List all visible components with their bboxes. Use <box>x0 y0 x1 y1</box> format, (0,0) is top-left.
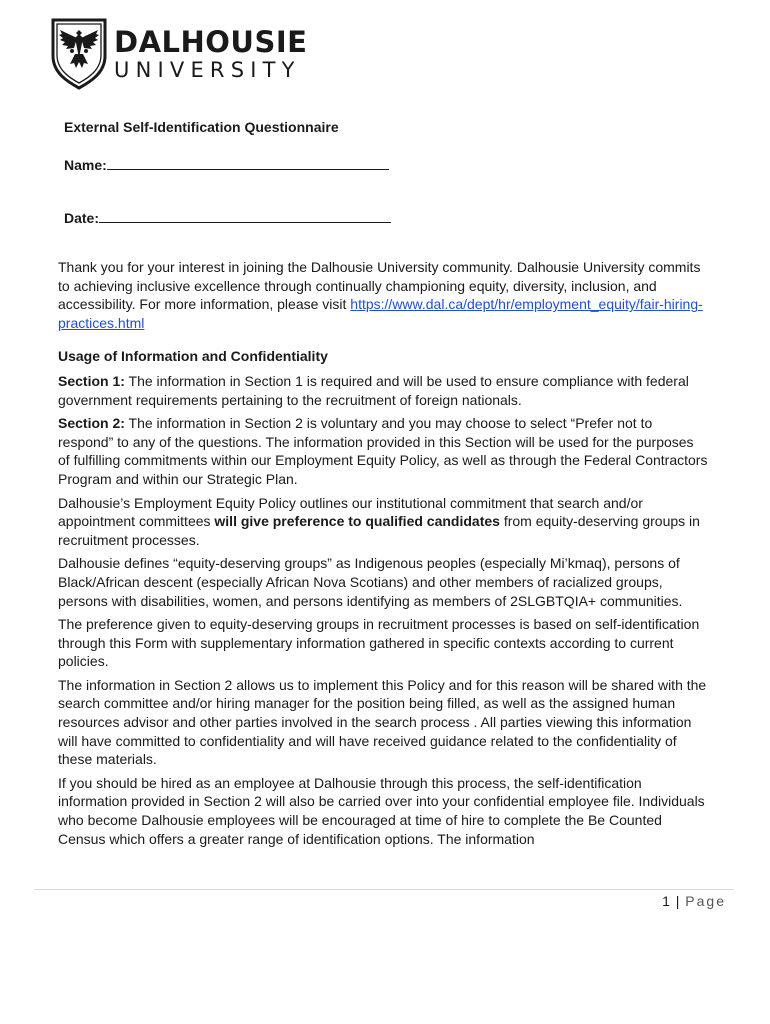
page-footer <box>662 893 726 909</box>
section2-label: Section 2: <box>58 415 125 432</box>
policy-text-bold: will give preference to qualified candidates <box>214 513 500 530</box>
document-body <box>58 258 708 853</box>
hired-paragraph: If you should be hired as an employee at Dalhousie through this process, the self-identification information provided in Section 2 will also be carried over into your confidential employee file. Individuals who become Dalhousie employees will be encouraged at time of hire to complete the Be Counted Census which offers a greater range of identification options. The information <box>58 774 705 847</box>
groups-paragraph: Dalhousie defines “equity-deserving groups” as Indigenous peoples (especially Mi’kmaq), persons of Black/African descent (especially African Nova Scotians) and other members of racialized groups, persons with disabilities, women, and persons identifying as members of 2SLGBTQIA+ communities. <box>58 555 683 609</box>
date-blank-line[interactable] <box>99 209 391 223</box>
policy-text-post: from equity-deserving groups in recruitment processes. <box>58 513 700 548</box>
section1-text: The information in Section 1 is required and will be used to ensure compliance with federal government requirements pertaining to the recruitment of foreign nationals. <box>58 372 689 408</box>
section1-paragraph <box>58 372 708 409</box>
sharing-paragraph: The information in Section 2 allows us to implement this Policy and for this reason will be shared with the search committee and/or hiring manager for the position being filled, as well as the assigned human resources advisor and other parties involved in the search process . All parties viewing this information will have committed to confidentiality and will have received guidance related to the confidentiality of these materials. <box>58 676 707 768</box>
name-label: Name: <box>64 157 107 173</box>
section1-label: Section 1: <box>58 372 125 389</box>
footer-divider <box>34 889 734 890</box>
wordmark-dalhousie: DALHOUSIE <box>114 24 308 59</box>
policy-paragraph <box>58 494 708 550</box>
dalhousie-logo <box>50 18 307 90</box>
section2-text: The information in Section 2 is voluntary and you may choose to select “Prefer not to respond” to any of the questions. The information provided in this Section will be used for the purposes of fulfilling commitments within our Employment Equity Policy, as well as through the Federal Contractors Program and within our Strategic Plan. <box>58 415 708 487</box>
fair-hiring-link[interactable]: https://www.dal.ca/dept/hr/employment_equity/fair-hiring-practices.html <box>58 296 703 331</box>
name-field[interactable] <box>64 156 389 173</box>
date-field[interactable] <box>64 209 391 226</box>
wordmark-university: UNIVERSITY <box>114 57 301 82</box>
intro-text: Thank you for your interest in joining the Dalhousie University community. Dalhousie University commits to achieving inclusive excellence through continually championing equity, diversity, inclusion, and accessibility. For more information, please visit <box>58 259 701 313</box>
page-label: Page <box>685 893 726 909</box>
wordmark <box>114 24 308 82</box>
page-number: 1 <box>662 893 671 909</box>
policy-text-pre: Dalhousie’s Employment Equity Policy outlines our institutional commitment that search and/or appointment committees <box>58 494 643 530</box>
page-separator: | <box>670 893 686 909</box>
questionnaire-title: External Self-Identification Questionnaire <box>64 119 339 135</box>
name-blank-line[interactable] <box>107 156 389 170</box>
section2-paragraph <box>58 414 708 488</box>
date-label: Date: <box>64 210 100 226</box>
preference-paragraph: The preference given to equity-deserving groups in recruitment processes is based on self-identification through this Form with supplementary information gathered in specific contexts according to current policies. <box>58 616 700 670</box>
shield-crest-icon <box>50 18 108 90</box>
intro-paragraph <box>58 258 708 332</box>
usage-heading: Usage of Information and Confidentiality <box>58 348 328 365</box>
